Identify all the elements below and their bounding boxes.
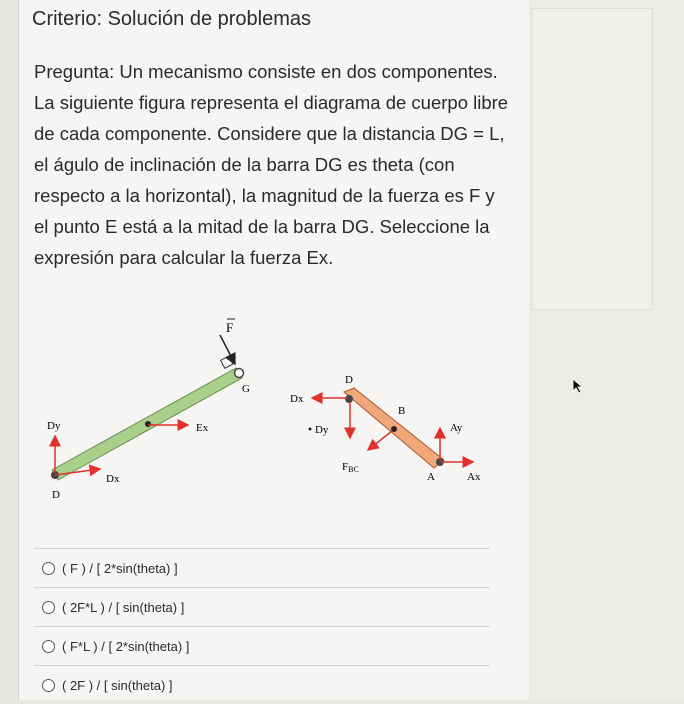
point-g <box>235 369 244 378</box>
label-d-right: D <box>345 374 353 386</box>
label-a: A <box>427 471 435 483</box>
option-3[interactable] <box>34 627 490 665</box>
option-1-label: ( F ) / [ 2*sin(theta) ] <box>62 560 178 576</box>
radio-button[interactable] <box>42 679 55 692</box>
answer-options <box>34 548 490 704</box>
point-e <box>145 421 151 427</box>
radio-button[interactable] <box>42 601 55 614</box>
label-ex: Ex <box>196 422 209 434</box>
label-ax: Ax <box>467 471 481 483</box>
right-angle-mark <box>221 356 233 368</box>
right-side-card <box>531 8 653 310</box>
label-dx-right: Dx <box>290 393 304 405</box>
point-d-right <box>345 395 353 403</box>
option-1[interactable] <box>34 549 490 587</box>
label-dy-left: Dy <box>47 420 61 432</box>
radio-button[interactable] <box>42 640 55 653</box>
label-d-left: D <box>52 489 60 501</box>
label-g: G <box>242 383 250 395</box>
mouse-cursor-icon <box>572 378 586 394</box>
option-4-label: ( 2F ) / [ sin(theta) ] <box>62 677 173 693</box>
label-f: F <box>226 320 234 335</box>
fbc-arrow <box>368 431 392 450</box>
label-dx-left: Dx <box>106 473 120 485</box>
label-b: B <box>398 405 406 417</box>
question-text: Pregunta: Un mecanismo consiste en dos componentes. La siguiente figura representa el diagrama de cuerpo libre de cada componente. Considere que la distancia DG = L, el águlo de inclinación de la barra DG es theta (con respecto a la horizontal), la magnitud de la fuerza es F y el punto E está a la mitad de la barra DG. Seleccione la expresión para calcular la fuerza Ex. <box>34 61 509 268</box>
label-dy-right: Dy <box>315 424 329 436</box>
label-fbc: FBC <box>342 461 359 474</box>
free-body-diagram <box>30 310 500 510</box>
label-ay: Ay <box>450 422 463 434</box>
radio-button[interactable] <box>42 562 55 575</box>
option-2-label: ( 2F*L ) / [ sin(theta) ] <box>62 599 185 615</box>
option-4[interactable] <box>34 666 490 704</box>
option-3-label: ( F*L ) / [ 2*sin(theta) ] <box>62 638 190 654</box>
criterion-title: Criterio: Solución de problemas <box>32 8 312 30</box>
bar-dg <box>51 368 244 480</box>
bar-dba <box>344 388 444 468</box>
option-2[interactable] <box>34 588 490 626</box>
